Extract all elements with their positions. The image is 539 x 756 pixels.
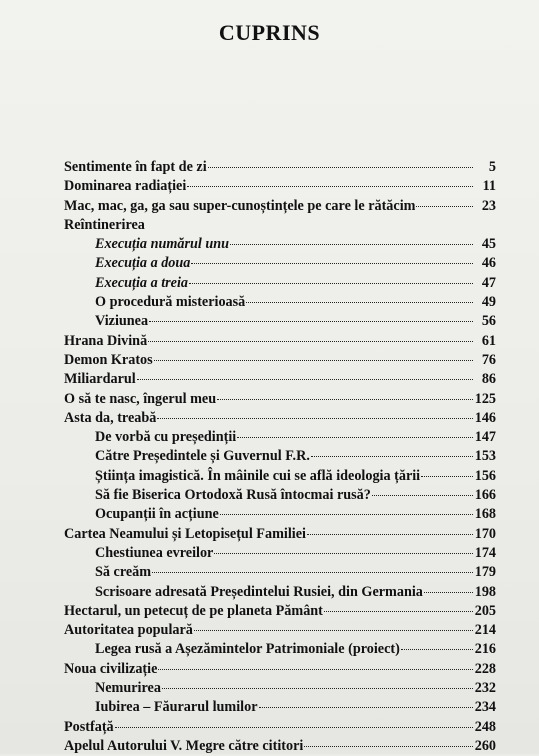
- toc-entry: [64, 235, 496, 254]
- toc-entry-title: Execuția a treia: [95, 274, 189, 291]
- toc-entry-title: Dominarea radiației: [64, 178, 187, 195]
- toc-entry-title: Hectarul, un petecuț de pe planeta Pământ: [64, 602, 323, 619]
- dot-leader: [220, 513, 473, 515]
- toc-page-number: 61: [481, 332, 496, 349]
- toc-entry-title: Mac, mac, ga, ga sau super-cunoștințele pe care le rătăcim: [64, 197, 416, 214]
- toc-entry: [64, 737, 496, 756]
- toc-page-number: 146: [474, 409, 496, 426]
- toc-entry: [64, 254, 496, 273]
- toc-entry-title: Viziunea: [95, 313, 149, 330]
- toc-entry: [64, 640, 496, 659]
- toc-page-number: 153: [474, 448, 496, 465]
- dot-leader: [217, 398, 473, 400]
- dot-leader: [152, 571, 473, 573]
- toc-page-number: 232: [474, 680, 496, 697]
- toc-page-number: 168: [474, 506, 496, 523]
- toc-entry: [64, 467, 496, 486]
- toc-entry: [64, 602, 496, 621]
- toc-entry-title: Execuția a doua: [95, 255, 191, 272]
- toc-entry-title: Către Președintele și Guvernul F.R.: [95, 448, 310, 465]
- dot-leader: [416, 205, 473, 207]
- toc-page-number: 125: [474, 390, 496, 407]
- toc-entry: [64, 525, 496, 544]
- toc-page-number: 198: [474, 583, 496, 600]
- dot-leader: [191, 262, 473, 264]
- toc-entry-title: Cartea Neamului și Letopisețul Familiei: [64, 525, 306, 542]
- dot-leader: [187, 185, 473, 187]
- dot-leader: [208, 166, 473, 168]
- toc-entry-title: Apelul Autorului V. Megre către cititori: [64, 737, 304, 754]
- dot-leader: [137, 378, 473, 380]
- toc-entry: [64, 351, 496, 370]
- toc-page-number: 205: [474, 602, 496, 619]
- toc-entry: [64, 621, 496, 640]
- dot-leader: [148, 340, 473, 342]
- toc-page-number: 170: [474, 525, 496, 542]
- toc-entry-title: Demon Kratos: [64, 351, 153, 368]
- dot-leader: [149, 320, 473, 322]
- toc-page-number: 47: [481, 274, 496, 291]
- toc-page-number: 166: [474, 487, 496, 504]
- toc-entry: [64, 428, 496, 447]
- toc-page-number: 156: [474, 467, 496, 484]
- toc-entry: [64, 447, 496, 466]
- toc-page-number: 11: [482, 178, 496, 195]
- toc-entry-title: Postfață: [64, 718, 114, 735]
- toc-entry-title: Noua civilizație: [64, 660, 158, 677]
- toc-page-number: 228: [474, 660, 496, 677]
- dot-leader: [324, 610, 473, 612]
- toc-page-number: 214: [474, 622, 496, 639]
- toc-page-number: 179: [474, 564, 496, 581]
- toc-entry: [64, 505, 496, 524]
- toc-entry-title: O să te nasc, îngerul meu: [64, 390, 217, 407]
- toc-page-number: 76: [481, 351, 496, 368]
- dot-leader: [237, 436, 473, 438]
- toc-entry-title: Asta da, treabă: [64, 409, 157, 426]
- toc-entry-title: Știința imagistică. În mâinile cui se află ideologia țării: [95, 467, 421, 484]
- dot-leader: [421, 475, 473, 477]
- toc-page-number: 248: [474, 718, 496, 735]
- dot-leader: [311, 455, 473, 457]
- toc-entry: [64, 293, 496, 312]
- page-title: CUPRINS: [218, 20, 321, 45]
- toc-entry: [64, 660, 496, 679]
- toc-entry: [64, 486, 496, 505]
- toc-entry: [64, 718, 496, 737]
- toc-entry-title: De vorbă cu președinții: [95, 429, 237, 446]
- toc-entry: [64, 390, 496, 409]
- toc-page-number: 234: [474, 699, 496, 716]
- toc-entry: [64, 679, 496, 698]
- dot-leader: [230, 243, 473, 245]
- toc-page-number: 45: [481, 236, 496, 253]
- toc-entry: [64, 583, 496, 602]
- toc-entry-title: Legea rusă a Așezămintelor Patrimoniale (proiect): [95, 641, 400, 658]
- toc-entry-title: Să creăm: [95, 564, 152, 581]
- toc-entry-title: Sentimente în fapt de zi: [64, 159, 207, 175]
- table-of-contents: [64, 158, 496, 756]
- toc-page-number: 147: [474, 429, 496, 446]
- dot-leader: [154, 359, 473, 361]
- dot-leader: [304, 745, 473, 747]
- toc-entry: [64, 312, 496, 331]
- toc-entry-title: Scrisoare adresată Președintelui Rusiei, din Germania: [95, 583, 423, 600]
- toc-entry-title: Nemurirea: [95, 680, 161, 697]
- dot-leader: [307, 533, 473, 535]
- dot-leader: [259, 706, 473, 708]
- dot-leader: [401, 648, 473, 650]
- toc-entry: [64, 370, 496, 389]
- dot-leader: [424, 591, 473, 593]
- toc-page-number: 49: [481, 294, 496, 311]
- dot-leader: [246, 301, 473, 303]
- dot-leader: [214, 552, 473, 554]
- dot-leader: [157, 417, 473, 419]
- toc-entry-title: Iubirea – Făurarul lumilor: [95, 699, 258, 716]
- toc-entry: [64, 177, 496, 196]
- toc-page-number: 46: [481, 255, 496, 272]
- dot-leader: [115, 726, 473, 728]
- toc-entry: [64, 197, 496, 216]
- toc-entry-title: Chestiunea evreilor: [95, 544, 214, 561]
- toc-page-number: 86: [481, 371, 496, 388]
- dot-leader: [372, 494, 473, 496]
- toc-entry: [64, 332, 496, 351]
- toc-entry: [64, 409, 496, 428]
- toc-entry-title: Execuția numărul unu: [95, 236, 230, 253]
- toc-entry: [64, 563, 496, 582]
- toc-entry-title: Miliardarul: [64, 371, 136, 388]
- toc-page-number: 56: [481, 313, 496, 330]
- toc-page-number: 5: [488, 159, 496, 175]
- toc-entry-title: O procedură misterioasă: [95, 294, 246, 311]
- dot-leader: [158, 668, 473, 670]
- toc-entry: [64, 158, 496, 177]
- toc-entry: [64, 544, 496, 563]
- toc-page-number: 216: [474, 641, 496, 658]
- toc-entry: [64, 216, 496, 235]
- toc-entry-title: Hrana Divină: [64, 332, 148, 349]
- toc-entry: [64, 698, 496, 717]
- toc-page-number: 260: [474, 737, 496, 754]
- dot-leader: [194, 629, 473, 631]
- toc-entry: [64, 274, 496, 293]
- toc-page-number: 23: [481, 197, 496, 214]
- dot-leader: [189, 282, 473, 284]
- toc-entry-title: Reîntinerirea: [64, 216, 145, 233]
- dot-leader: [162, 687, 473, 689]
- toc-entry-title: Ocupanții în acțiune: [95, 506, 219, 523]
- toc-entry-title: Autoritatea populară: [64, 622, 193, 639]
- toc-page-number: 174: [474, 544, 496, 561]
- toc-entry-title: Să fie Biserica Ortodoxă Rusă întocmai rusă?: [95, 487, 371, 504]
